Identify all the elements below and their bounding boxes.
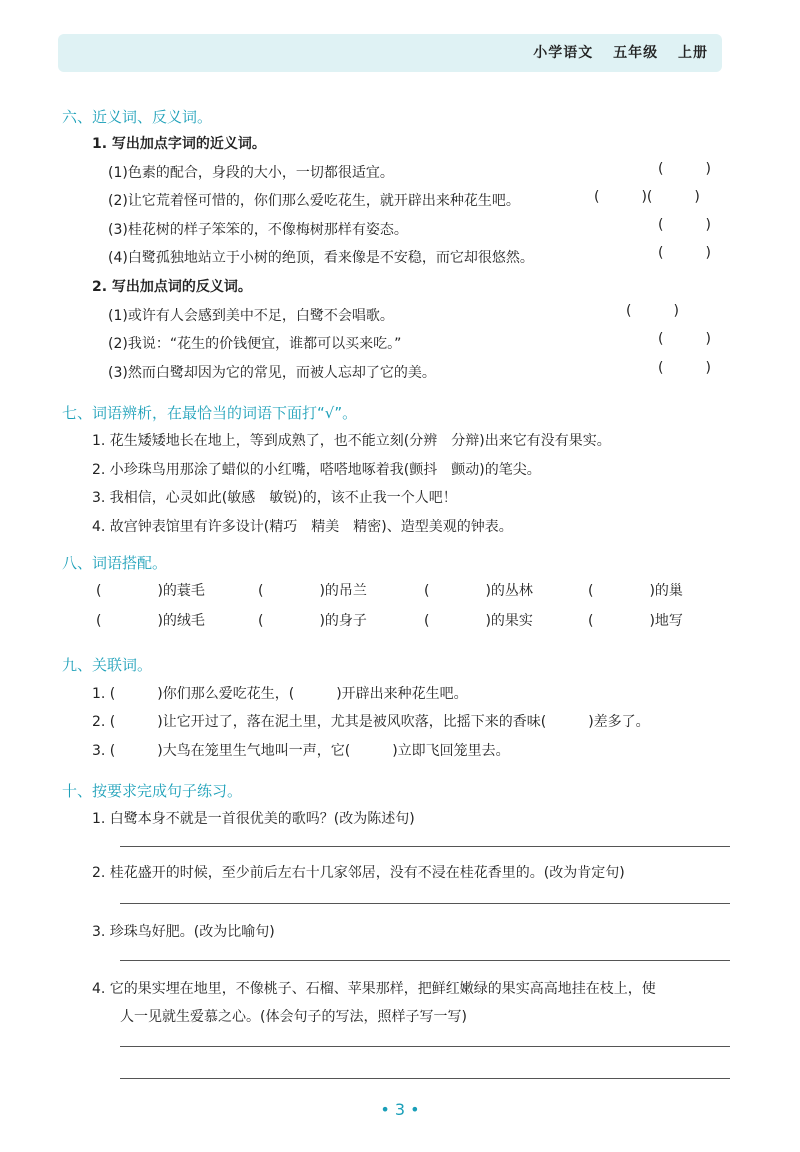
s6-q2-line-3: (3)然而白鹭却因为它的常见，而被人忘却了它的美。 bbox=[108, 365, 436, 381]
s10-question-2: 2. 桂花盛开的时候，至少前后左右十几家邻居，没有不浸在桂花香里的。(改为肯定句) bbox=[92, 865, 625, 881]
answer-paren[interactable]: ( )( ) bbox=[594, 189, 700, 205]
answer-paren[interactable]: ( ) bbox=[658, 217, 711, 233]
s6-q1-line-2: (2)让它荒着怪可惜的，你们那么爱吃花生，就开辟出来种花生吧。 bbox=[108, 193, 520, 209]
match-item[interactable]: ( )的果实 bbox=[424, 613, 533, 629]
book-header bbox=[519, 42, 708, 62]
s10-question-4-line-2: 人一见就生爱慕之心。(体会句子的写法，照样子写一写) bbox=[120, 1009, 467, 1025]
s9-line-3: 3. ( )大鸟在笼里生气地叫一声，它( )立即飞回笼里去。 bbox=[92, 743, 510, 759]
section-8-title: 八、词语搭配。 bbox=[62, 554, 168, 572]
section-10-title: 十、按要求完成句子练习。 bbox=[62, 782, 243, 800]
header-grade: 五年级 bbox=[613, 45, 659, 61]
answer-paren[interactable]: ( ) bbox=[658, 245, 711, 261]
match-item[interactable]: ( )的绒毛 bbox=[96, 613, 205, 629]
s10-question-4-line-1: 4. 它的果实埋在地里，不像桃子、石榴、苹果那样，把鲜红嫩绿的果实高高地挂在枝上，使 bbox=[92, 981, 656, 997]
section-6-title: 六、近义词、反义词。 bbox=[62, 108, 213, 126]
section-7-title: 七、词语辨析，在最恰当的词语下面打“√”。 bbox=[62, 404, 358, 422]
answer-paren[interactable]: ( ) bbox=[658, 161, 711, 177]
match-item[interactable]: ( )的巢 bbox=[588, 583, 683, 599]
s7-line-3: 3. 我相信，心灵如此(敏感 敏锐)的，该不止我一个人吧！ bbox=[92, 490, 457, 506]
match-item[interactable]: ( )地写 bbox=[588, 613, 683, 629]
s6-question-2: 2. 写出加点词的反义词。 bbox=[92, 279, 252, 295]
s6-q1-line-1: (1)色素的配合，身段的大小，一切都很适宜。 bbox=[108, 165, 394, 181]
match-item[interactable]: ( )的蓑毛 bbox=[96, 583, 205, 599]
s9-line-2: 2. ( )让它开过了，落在泥土里，尤其是被风吹落，比摇下来的香味( )差多了。 bbox=[92, 714, 650, 730]
s6-question-1: 1. 写出加点字词的近义词。 bbox=[92, 136, 266, 152]
answer-line[interactable] bbox=[120, 1078, 730, 1079]
answer-paren[interactable]: ( ) bbox=[658, 331, 711, 347]
s7-line-4: 4. 故宫钟表馆里有许多设计(精巧 精美 精密)、造型美观的钟表。 bbox=[92, 519, 513, 535]
answer-line[interactable] bbox=[120, 1046, 730, 1047]
header-volume: 上册 bbox=[678, 45, 708, 61]
header-subject: 小学语文 bbox=[533, 45, 594, 61]
section-9-title: 九、关联词。 bbox=[62, 656, 153, 674]
answer-paren[interactable]: ( ) bbox=[658, 360, 711, 376]
match-item[interactable]: ( )的丛林 bbox=[424, 583, 533, 599]
s7-line-1: 1. 花生矮矮地长在地上，等到成熟了，也不能立刻(分辨 分辩)出来它有没有果实。 bbox=[92, 433, 611, 449]
s9-line-1: 1. ( )你们那么爱吃花生，( )开辟出来种花生吧。 bbox=[92, 686, 468, 702]
answer-line[interactable] bbox=[120, 903, 730, 904]
match-item[interactable]: ( )的身子 bbox=[258, 613, 367, 629]
s6-q2-line-2: (2)我说：“花生的价钱便宜，谁都可以买来吃。” bbox=[108, 336, 402, 352]
s10-question-3: 3. 珍珠鸟好肥。(改为比喻句) bbox=[92, 924, 275, 940]
s6-q1-line-4: (4)白鹭孤独地站立于小树的绝顶，看来像是不安稳，而它却很悠然。 bbox=[108, 250, 534, 266]
s6-q2-line-1: (1)或许有人会感到美中不足，白鹭不会唱歌。 bbox=[108, 308, 394, 324]
answer-paren[interactable]: ( ) bbox=[626, 303, 679, 319]
match-item[interactable]: ( )的吊兰 bbox=[258, 583, 367, 599]
answer-line[interactable] bbox=[120, 960, 730, 961]
page-number: • 3 • bbox=[380, 1100, 420, 1119]
s7-line-2: 2. 小珍珠鸟用那涂了蜡似的小红嘴，嗒嗒地啄着我(颤抖 颤动)的笔尖。 bbox=[92, 462, 541, 478]
answer-line[interactable] bbox=[120, 846, 730, 847]
s6-q1-line-3: (3)桂花树的样子笨笨的，不像梅树那样有姿态。 bbox=[108, 222, 408, 238]
s10-question-1: 1. 白鹭本身不就是一首很优美的歌吗？(改为陈述句) bbox=[92, 811, 415, 827]
